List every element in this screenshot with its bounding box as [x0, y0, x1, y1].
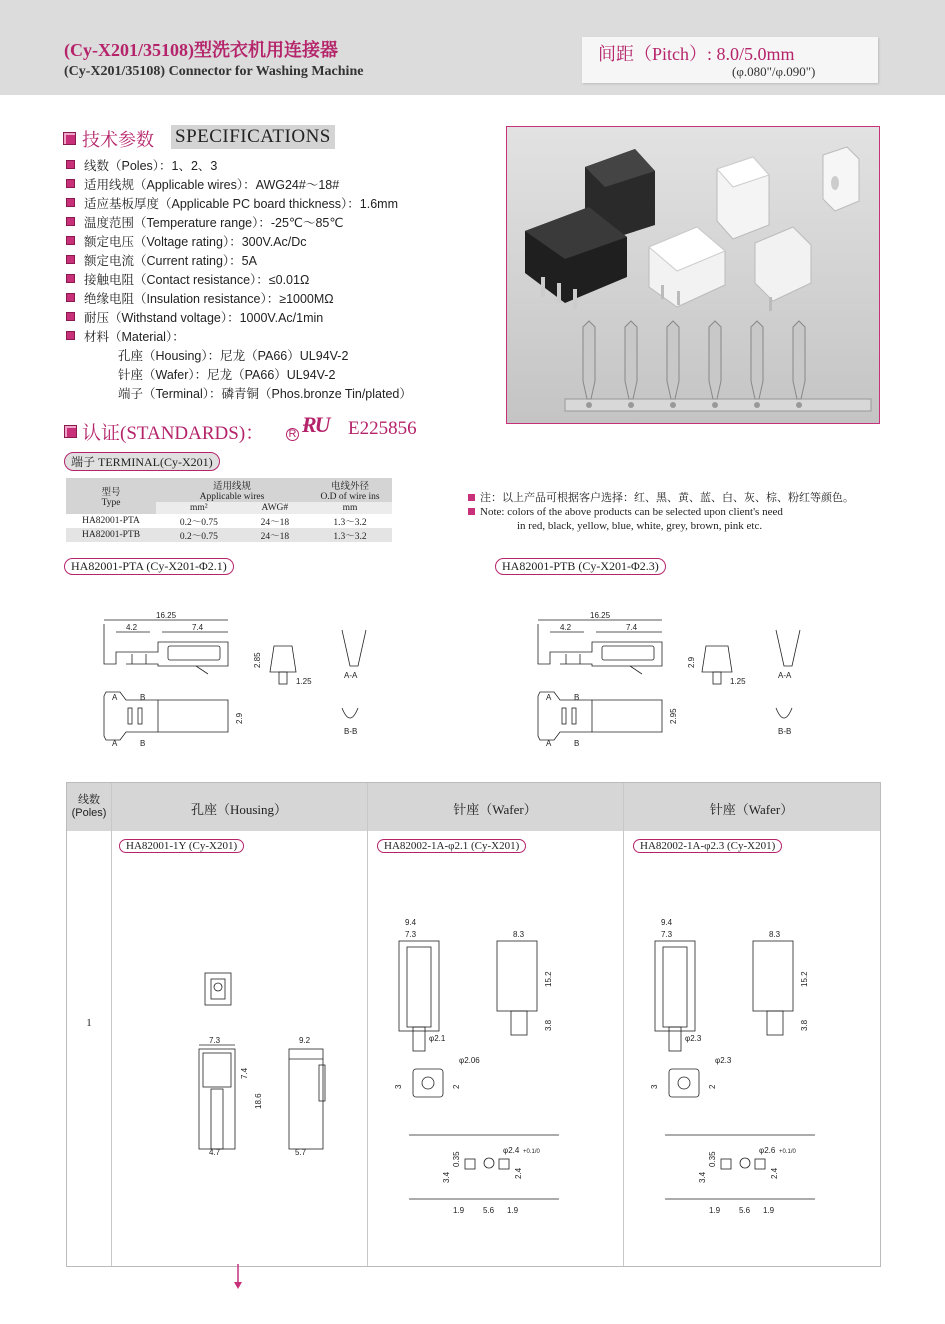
svg-text:B-B: B-B — [778, 727, 792, 736]
pta-label: HA82001-PTA (Cy-X201-Φ2.1) — [64, 558, 234, 575]
svg-text:2: 2 — [452, 1084, 461, 1089]
table-row — [66, 514, 392, 528]
cert-number: E225856 — [348, 418, 417, 439]
terminal-table — [66, 478, 392, 542]
bullet-square-icon — [66, 293, 75, 302]
housing-part-label: HA82001-1Y (Cy-X201) — [119, 839, 244, 853]
svg-text:4.7: 4.7 — [209, 1148, 221, 1157]
svg-text:7.3: 7.3 — [405, 930, 417, 939]
bullet-square-icon — [66, 179, 75, 188]
svg-text:A-A: A-A — [778, 671, 792, 680]
spec-title-cn: 技术参数 — [82, 130, 154, 150]
col-wires-header: 适用线规 Applicable wires — [199, 482, 265, 502]
svg-text:φ2.3: φ2.3 — [685, 1034, 702, 1043]
poles-value: 1 — [86, 1017, 92, 1029]
spec-title-en: SPECIFICATIONS — [171, 125, 335, 149]
svg-text:15.2: 15.2 — [544, 971, 553, 987]
material-item: 孔座（Housing）：尼龙（PA66）UL94V-2 — [118, 349, 349, 363]
bullet-square-icon — [468, 494, 475, 501]
ptb-label: HA82001-PTB (Cy-X201-Φ2.3) — [495, 558, 666, 575]
svg-text:B: B — [574, 739, 580, 748]
svg-text:+0.1/0: +0.1/0 — [779, 1149, 796, 1155]
svg-text:1.9: 1.9 — [507, 1206, 519, 1215]
cell-mm2: 0.2～0.75 — [179, 532, 218, 542]
svg-text:1.9: 1.9 — [709, 1206, 721, 1215]
svg-text:3: 3 — [394, 1084, 403, 1089]
svg-text:18.6: 18.6 — [254, 1093, 263, 1109]
spec-item: 适应基板厚度（Applicable PC board thickness）：1.6mm — [66, 194, 398, 212]
bullet-square-icon — [66, 217, 75, 226]
registered-mark-icon: R — [286, 428, 299, 441]
svg-text:1.9: 1.9 — [453, 1206, 465, 1215]
arrow-down-icon — [233, 1264, 243, 1295]
svg-text:0.35: 0.35 — [452, 1151, 461, 1167]
column-divider — [623, 783, 624, 1266]
svg-text:9.4: 9.4 — [661, 918, 673, 927]
svg-text:4.2: 4.2 — [126, 623, 138, 632]
cell-awg: 24～18 — [260, 518, 290, 528]
svg-text:3: 3 — [650, 1084, 659, 1089]
svg-text:2.4: 2.4 — [770, 1167, 779, 1179]
ul-logo-icon: ɌU — [302, 412, 329, 437]
svg-text:2: 2 — [708, 1084, 717, 1089]
svg-text:2.9: 2.9 — [235, 712, 244, 724]
svg-text:9.2: 9.2 — [299, 1036, 311, 1045]
svg-text:9.4: 9.4 — [405, 918, 417, 927]
svg-text:A: A — [112, 739, 118, 748]
svg-text:0.35: 0.35 — [708, 1151, 717, 1167]
cell-awg: 24～18 — [260, 532, 290, 542]
svg-text:φ2.1: φ2.1 — [429, 1034, 446, 1043]
spec-item: 温度范围（Temperature range）：-25℃～85℃ — [66, 213, 343, 231]
spec-item: 接触电阻（Contact resistance）：≤0.01Ω — [66, 270, 309, 288]
section-square-icon — [63, 132, 76, 145]
note-en-line-1: Note: colors of the above products can be selected upon client's need — [468, 506, 783, 518]
svg-text:8.3: 8.3 — [769, 930, 781, 939]
col-awg-header: AWG# — [261, 503, 289, 513]
svg-text:2.4: 2.4 — [514, 1167, 523, 1179]
svg-text:2.85: 2.85 — [253, 652, 262, 668]
svg-text:16.25: 16.25 — [156, 611, 177, 620]
svg-text:1.25: 1.25 — [730, 677, 746, 686]
spec-item: 线数（Poles）：1、2、3 — [66, 156, 217, 174]
svg-text:A: A — [546, 693, 552, 702]
wafer-header-2: 针座（Wafer） — [709, 802, 794, 817]
bullet-square-icon — [66, 236, 75, 245]
svg-text:3.8: 3.8 — [544, 1019, 553, 1031]
svg-text:B: B — [574, 693, 580, 702]
cell-type: HA82001-PTB — [81, 530, 141, 540]
spec-item: 耐压（Withstand voltage）：1000V.Ac/1min — [66, 308, 323, 326]
svg-text:2.95: 2.95 — [669, 708, 678, 724]
svg-text:7.4: 7.4 — [240, 1067, 249, 1079]
bullet-square-icon — [66, 274, 75, 283]
svg-text:A: A — [112, 693, 118, 702]
svg-text:1.25: 1.25 — [296, 677, 312, 686]
material-item: 端子（Terminal）：磷青铜（Phos.bronze Tin/plated） — [118, 387, 412, 401]
note-en-line-2: in red, black, yellow, blue, white, grey, brown, pink etc. — [517, 520, 763, 532]
col-mm-header: mm — [342, 503, 358, 513]
svg-text:1.9: 1.9 — [763, 1206, 775, 1215]
svg-text:15.2: 15.2 — [800, 971, 809, 987]
col-od-header: 电线外径 O.D of wire ins — [320, 482, 380, 502]
svg-text:4.2: 4.2 — [560, 623, 572, 632]
svg-text:A: A — [546, 739, 552, 748]
column-divider — [111, 783, 112, 1266]
svg-text:3.4: 3.4 — [698, 1171, 707, 1183]
spec-item: 额定电流（Current rating）：5A — [66, 251, 257, 269]
terminal-drawing-pta — [96, 608, 396, 748]
terminal-label: 端子 TERMINAL(Cy-X201) — [64, 452, 220, 471]
note-cn: 注：以上产品可根据客户选择：红、黑、黄、蓝、白、灰、棕、粉红等颜色。 — [468, 489, 854, 505]
page-title: (Cy-X201/35108)型洗衣机用连接器 — [64, 40, 338, 60]
page-subtitle: (Cy-X201/35108) Connector for Washing Machine — [64, 64, 364, 79]
svg-text:3.4: 3.4 — [442, 1171, 451, 1183]
pitch-diameters: (φ.080"/φ.090") — [732, 64, 816, 79]
svg-text:8.3: 8.3 — [513, 930, 525, 939]
svg-text:A-A: A-A — [344, 671, 358, 680]
svg-text:7.3: 7.3 — [661, 930, 673, 939]
svg-text:B: B — [140, 739, 146, 748]
svg-text:φ2.6: φ2.6 — [759, 1146, 776, 1155]
bullet-square-icon — [66, 198, 75, 207]
cell-type: HA82001-PTA — [82, 516, 140, 526]
spec-item: 额定电压（Voltage rating）：300V.Ac/Dc — [66, 232, 307, 250]
svg-text:5.6: 5.6 — [739, 1206, 751, 1215]
svg-text:φ2.06: φ2.06 — [459, 1056, 480, 1065]
wafer-header-1: 针座（Wafer） — [453, 802, 537, 817]
bullet-square-icon — [66, 255, 75, 264]
svg-text:5.7: 5.7 — [295, 1148, 307, 1157]
svg-text:7.4: 7.4 — [192, 623, 204, 632]
table-row — [66, 528, 392, 542]
bullet-square-icon — [66, 160, 75, 169]
section-square-icon — [64, 425, 77, 438]
svg-text:+0.1/0: +0.1/0 — [523, 1149, 540, 1155]
poles-header: 线数 (Poles) — [71, 794, 107, 819]
svg-text:5.6: 5.6 — [483, 1206, 495, 1215]
bullet-square-icon — [66, 331, 75, 340]
poles-table — [66, 782, 881, 1267]
spec-item: 材料（Material）： — [66, 327, 185, 345]
cell-mm2: 0.2～0.75 — [179, 518, 218, 528]
wafer-part-label-1: HA82002-1A-φ2.1 (Cy-X201) — [377, 839, 526, 853]
svg-text:φ2.3: φ2.3 — [715, 1056, 732, 1065]
spec-item: 绝缘电阻（Insulation resistance）：≥1000MΩ — [66, 289, 334, 307]
svg-text:3.8: 3.8 — [800, 1019, 809, 1031]
svg-text:16.25: 16.25 — [590, 611, 611, 620]
svg-text:7.3: 7.3 — [209, 1036, 221, 1045]
pitch-label: 间距（Pitch）: 8.0/5.0mm — [598, 44, 795, 64]
wafer-part-label-2: HA82002-1A-φ2.3 (Cy-X201) — [633, 839, 782, 853]
svg-text:2.9: 2.9 — [687, 656, 696, 668]
wafer-drawing-1 — [389, 917, 619, 1257]
cell-od: 1.3～3.2 — [333, 532, 367, 542]
svg-text:B-B: B-B — [344, 727, 358, 736]
col-mm2-header: mm² — [190, 503, 208, 513]
column-divider — [367, 783, 368, 1266]
standards-label: 认证(STANDARDS)： — [82, 423, 265, 444]
svg-text:φ2.4: φ2.4 — [503, 1146, 520, 1155]
bullet-square-icon — [66, 312, 75, 321]
svg-text:7.4: 7.4 — [626, 623, 638, 632]
spec-item: 适用线规（Applicable wires）：AWG24#～18# — [66, 175, 339, 193]
product-photo — [506, 126, 880, 424]
col-type-header: 型号 Type — [101, 488, 121, 508]
wafer-drawing-2 — [645, 917, 875, 1257]
housing-header: 孔座（Housing） — [190, 802, 288, 817]
housing-drawing — [177, 969, 337, 1159]
cell-od: 1.3～3.2 — [333, 518, 367, 528]
svg-text:B: B — [140, 693, 146, 702]
bullet-square-icon — [468, 508, 475, 515]
terminal-drawing-ptb — [530, 608, 830, 748]
material-item: 针座（Wafer）：尼龙（PA66）UL94V-2 — [118, 368, 336, 382]
